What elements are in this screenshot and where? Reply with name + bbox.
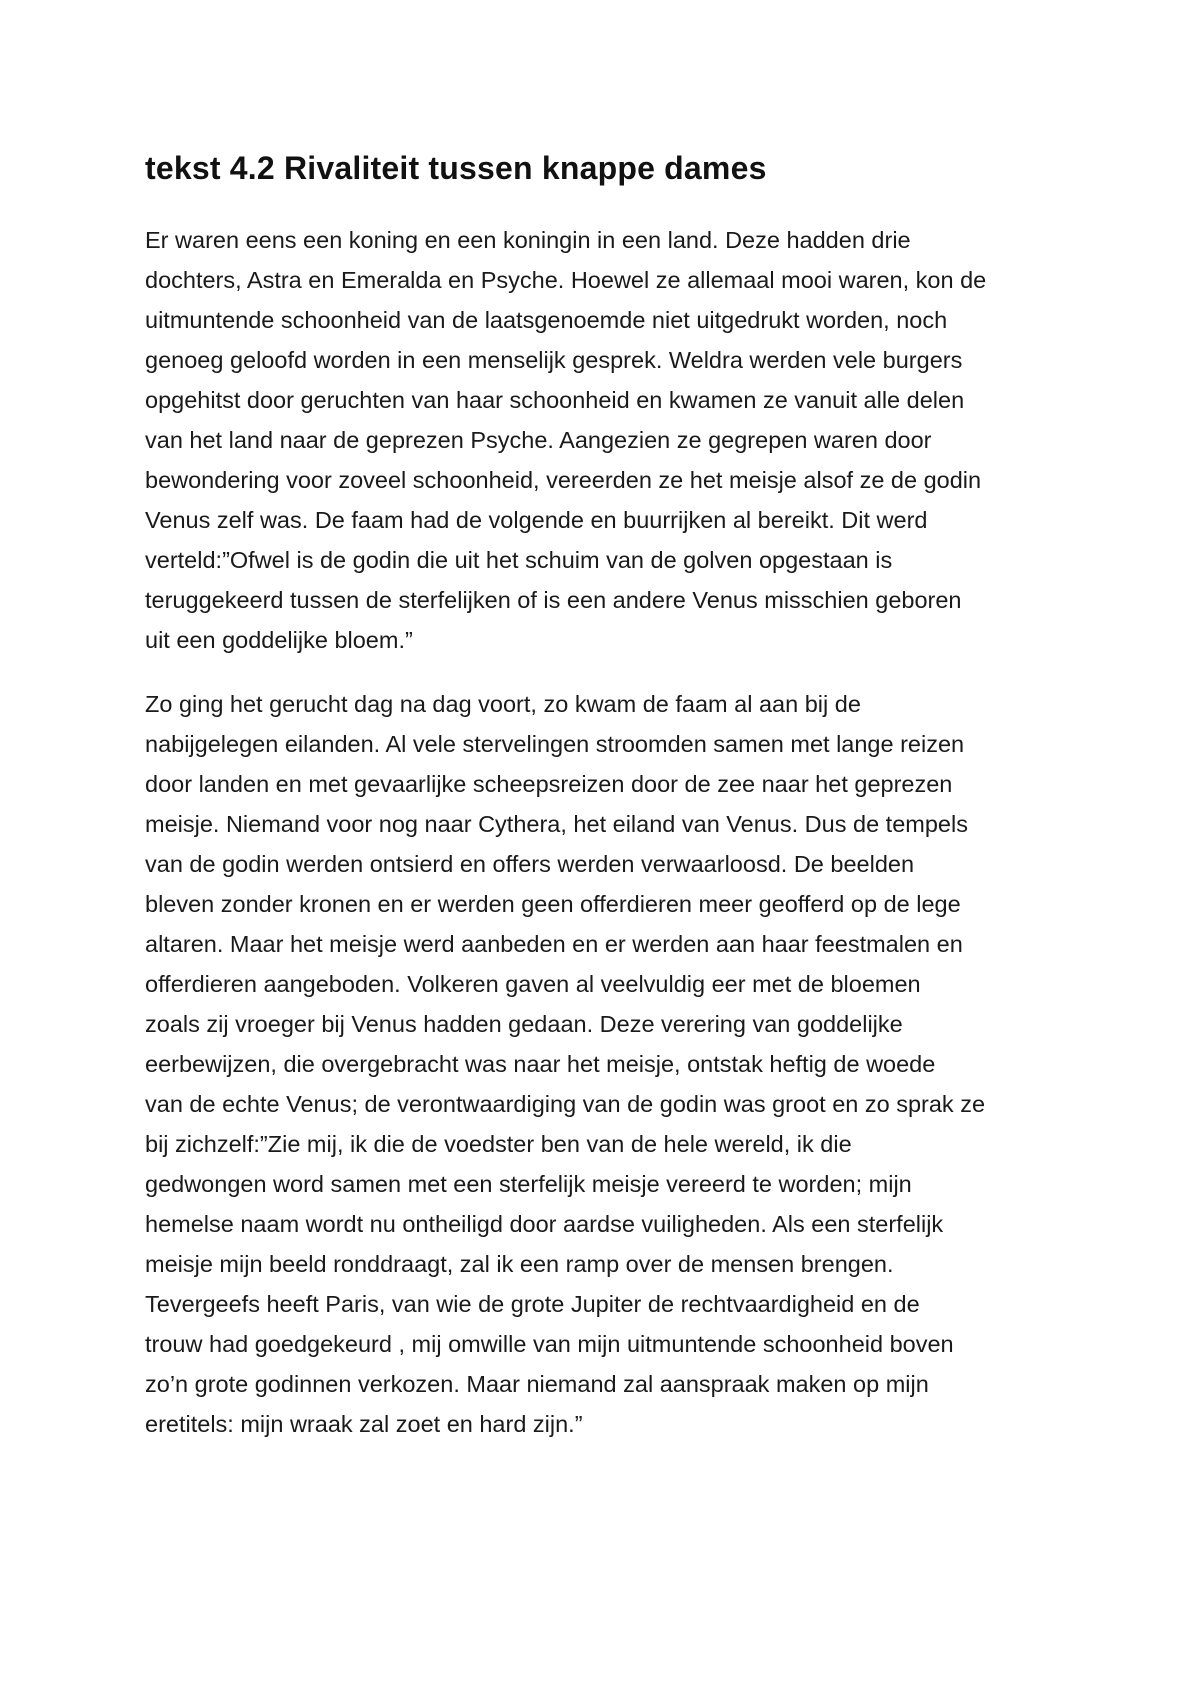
text-line: nabijgelegen eilanden. Al vele stervelingen stroomden samen met lange reizen — [145, 731, 965, 757]
text-line: altaren. Maar het meisje werd aanbeden en er werden aan haar feestmalen en — [145, 931, 963, 957]
text-line: van de echte Venus; de verontwaardiging van de godin was groot en zo sprak ze — [145, 1091, 986, 1117]
text-line: bij zichzelf:”Zie mij, ik die de voedster ben van de hele wereld, ik die — [145, 1131, 852, 1157]
text-line: Er waren eens een koning en een koningin in een land. Deze hadden drie — [145, 227, 911, 253]
text-line: uit een goddelijke bloem.” — [145, 627, 413, 653]
text-line: genoeg geloofd worden in een menselijk gesprek. Weldra werden vele burgers — [145, 347, 963, 373]
paragraph-2 — [145, 684, 1065, 1444]
text-line: opgehitst door geruchten van haar schoonheid en kwamen ze vanuit alle delen — [145, 387, 965, 413]
text-line: uitmuntende schoonheid van de laatsgenoemde niet uitgedrukt worden, noch — [145, 307, 948, 333]
text-line: Zo ging het gerucht dag na dag voort, zo kwam de faam al aan bij de — [145, 691, 861, 717]
text-line: teruggekeerd tussen de sterfelijken of is een andere Venus misschien geboren — [145, 587, 962, 613]
text-line: gedwongen word samen met een sterfelijk meisje vereerd te worden; mijn — [145, 1171, 912, 1197]
text-line: eretitels: mijn wraak zal zoet en hard zijn.” — [145, 1411, 583, 1437]
text-line: zoals zij vroeger bij Venus hadden gedaan. Deze verering van goddelijke — [145, 1011, 903, 1037]
text-line: eerbewijzen, die overgebracht was naar het meisje, ontstak heftig de woede — [145, 1051, 936, 1077]
text-line: Venus zelf was. De faam had de volgende en buurrijken al bereikt. Dit werd — [145, 507, 928, 533]
paragraph-1 — [145, 220, 1065, 660]
text-line: bewondering voor zoveel schoonheid, vereerden ze het meisje alsof ze de godin — [145, 467, 982, 493]
text-line: offerdieren aangeboden. Volkeren gaven al veelvuldig eer met de bloemen — [145, 971, 921, 997]
text-line: verteld:”Ofwel is de godin die uit het schuim van de golven opgestaan is — [145, 547, 893, 573]
text-line: van het land naar de geprezen Psyche. Aangezien ze gegrepen waren door — [145, 427, 932, 453]
text-line: Tevergeefs heeft Paris, van wie de grote Jupiter de rechtvaardigheid en de — [145, 1291, 920, 1317]
text-line: bleven zonder kronen en er werden geen offerdieren meer geofferd op de lege — [145, 891, 961, 917]
text-line: door landen en met gevaarlijke scheepsreizen door de zee naar het geprezen — [145, 771, 953, 797]
document-body — [145, 148, 1065, 1468]
text-line: zo’n grote godinnen verkozen. Maar niemand zal aanspraak maken op mijn — [145, 1371, 929, 1397]
text-line: meisje. Niemand voor nog naar Cythera, het eiland van Venus. Dus de tempels — [145, 811, 968, 837]
text-line: van de godin werden ontsierd en offers werden verwaarloosd. De beelden — [145, 851, 915, 877]
text-line: trouw had goedgekeurd , mij omwille van mijn uitmuntende schoonheid boven — [145, 1331, 954, 1357]
document-title: tekst 4.2 Rivaliteit tussen knappe dames — [145, 150, 767, 186]
text-line: meisje mijn beeld ronddraagt, zal ik een ramp over de mensen brengen. — [145, 1251, 894, 1277]
text-line: dochters, Astra en Emeralda en Psyche. Hoewel ze allemaal mooi waren, kon de — [145, 267, 987, 293]
text-line: hemelse naam wordt nu ontheiligd door aardse vuiligheden. Als een sterfelijk — [145, 1211, 944, 1237]
